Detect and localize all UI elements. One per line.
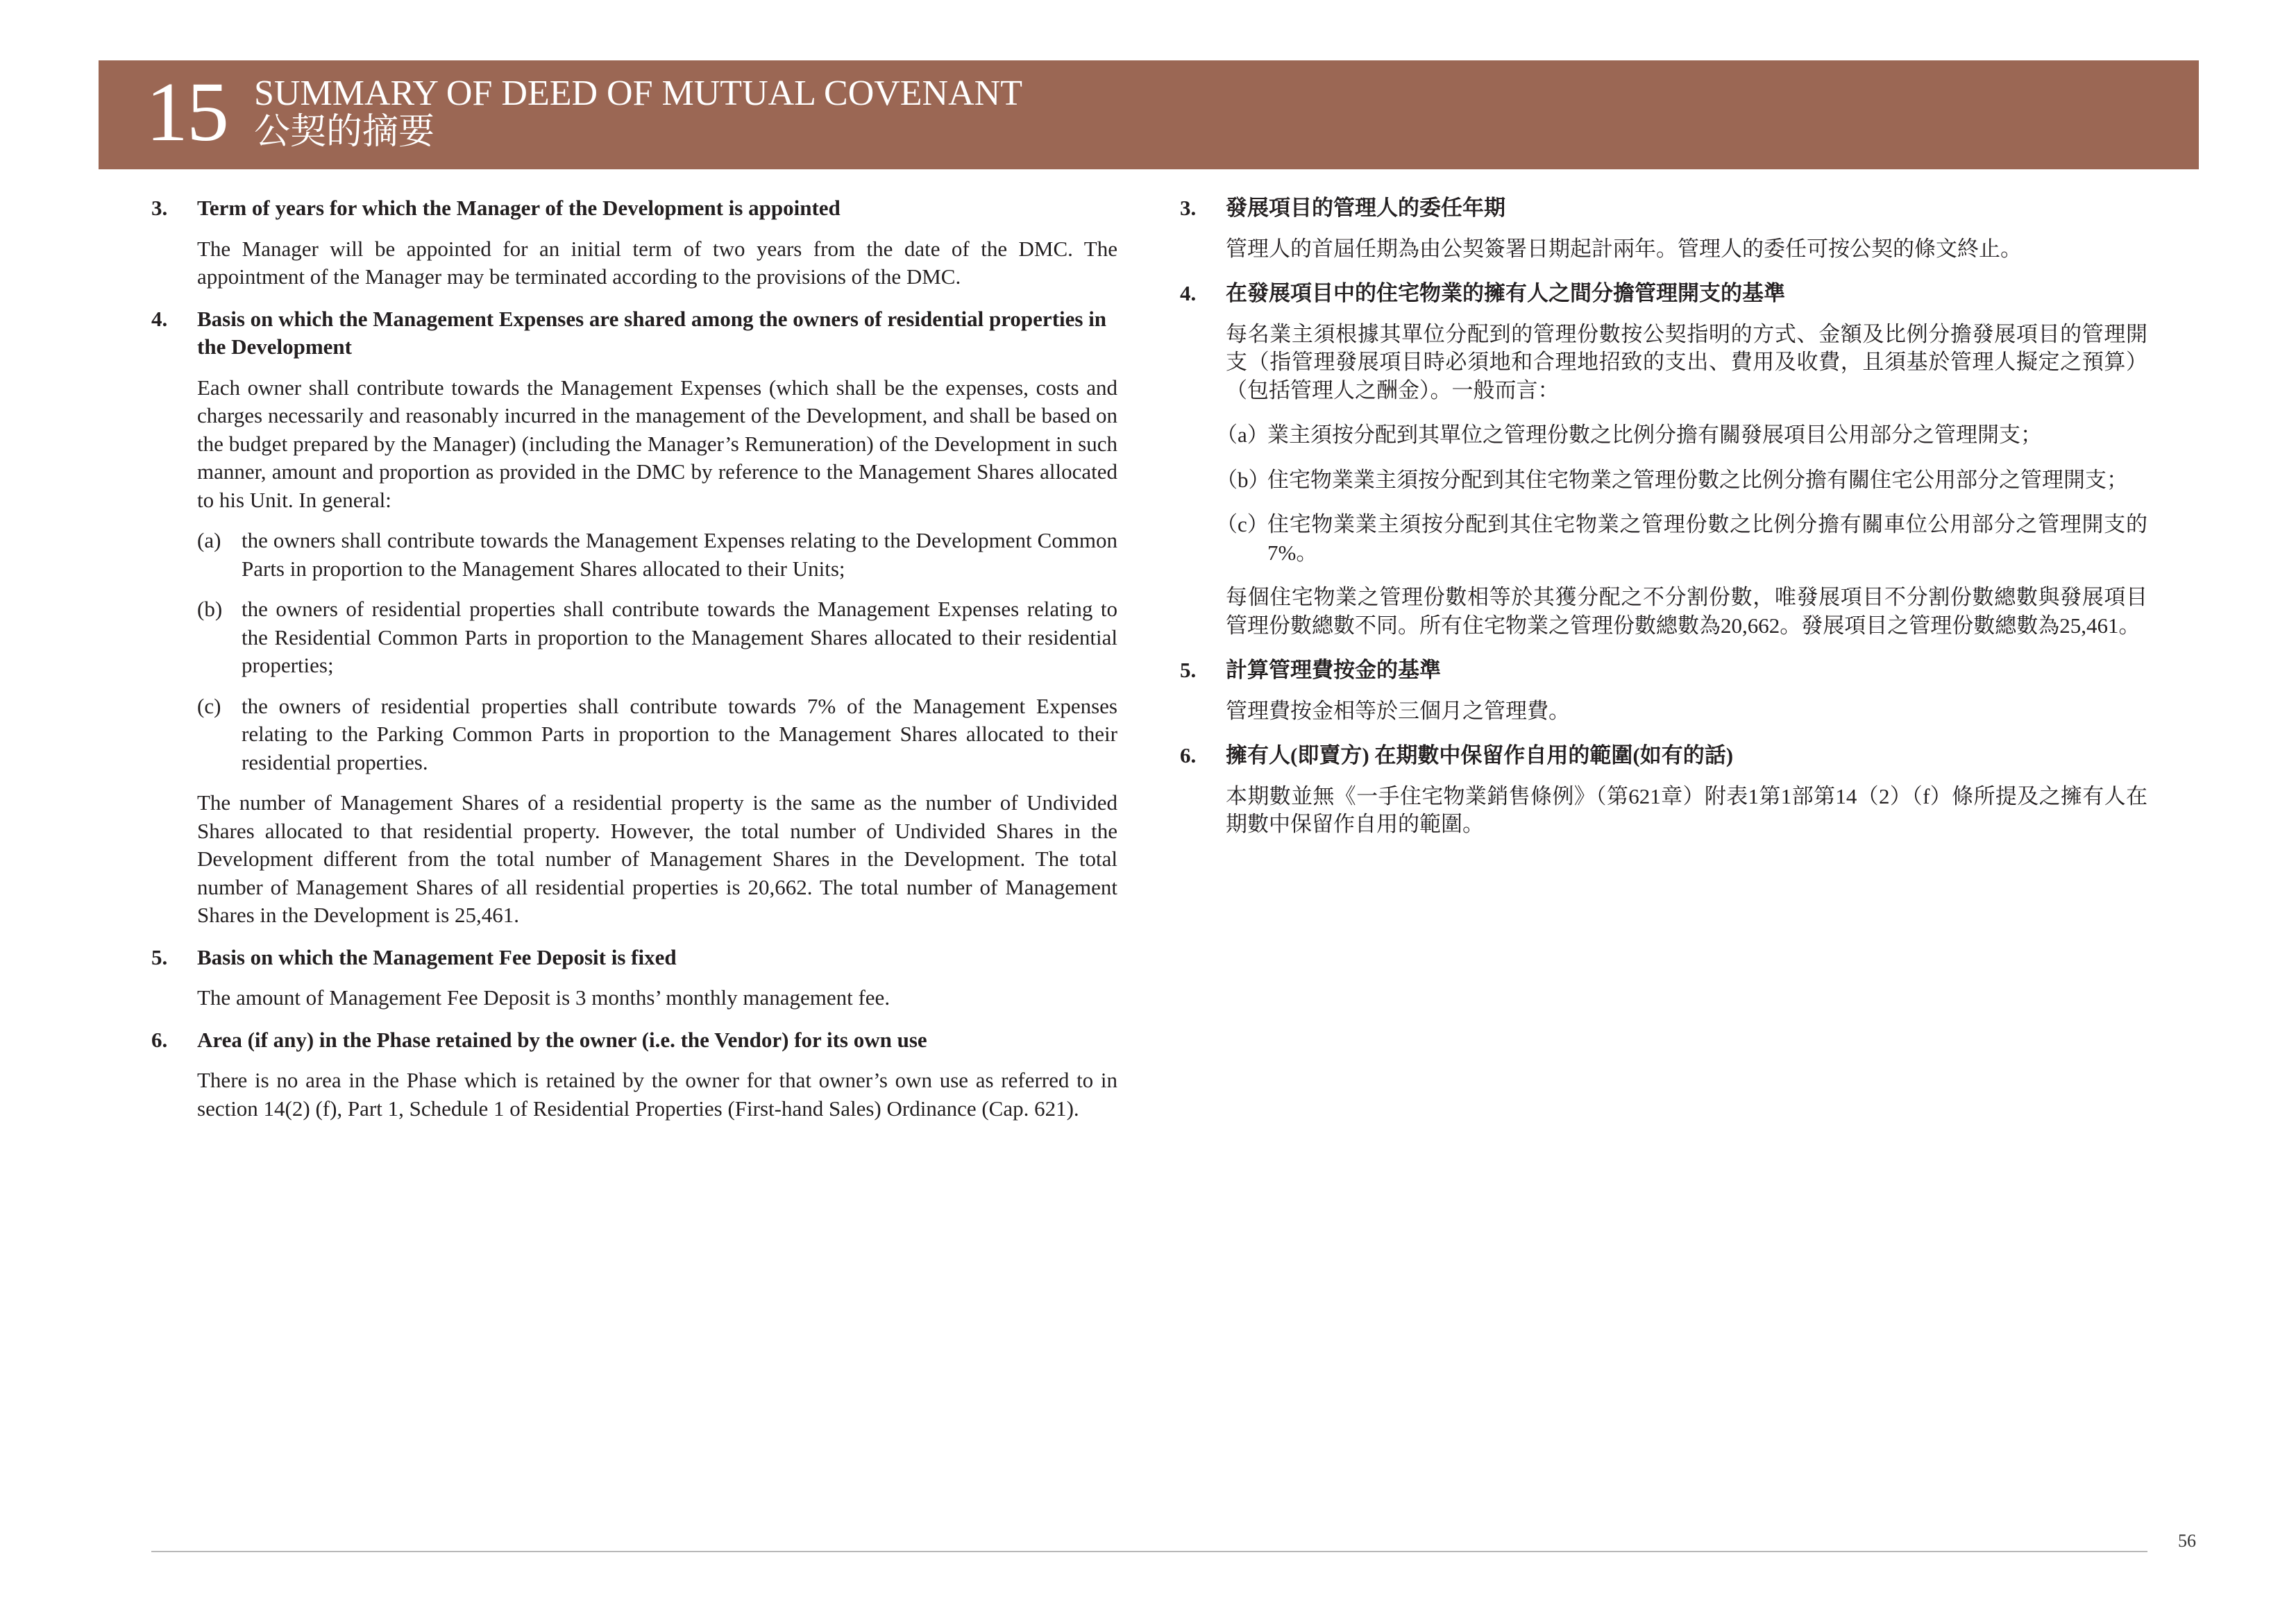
chapter-title-zh: 公契的摘要 [254,112,435,152]
section-4-heading-zh: 4. 在發展項目中的住宅物業的擁有人之間分擔管理開支的基準 [1180,281,1785,305]
english-column [151,194,1117,1123]
section-4-item-b-zh: （b） 住宅物業業主須按分配到其住宅物業之管理份數之比例分擔有關住宅公用部分之管理開支； [1216,467,2128,492]
section-4-heading-en: 4. Basis on which the Management Expenses are shared among the owners of residential properties in the Development [151,306,1107,359]
section-6-body-zh: 本期數並無《一手住宅物業銷售條例》（第621章）附表1第1部第14（2）（f）條所提及之擁有人在期數中保留作自用的範圍。 [1226,783,2147,836]
section-5-heading-en: 5. Basis on which the Management Fee Deposit is fixed [151,944,677,969]
chapter-number: 15 [146,65,228,159]
section-6-body-en: There is no area in the Phase which is retained by the owner for that owner’s own use as referred to in section 14(2) (f), Part 1, Schedule 1 of Residential Properties (First-hand Sales) Ordinance (Cap. 621). [197,1068,1117,1121]
section-4-intro-en: Each owner shall contribute towards the Management Expenses (which shall be the expenses, costs and charges necessarily and reasonably incurred in the management of the Development, and shall be based on the budget prepared by the Manager) (including the Manager’s Remuneration) of the Development in such manner, amount and proportion as provided in the DMC by reference to the Management Shares allocated to his Unit. In general: [197,375,1117,512]
chinese-column [1180,194,2147,839]
footer-divider [151,1551,2147,1552]
section-4-item-b-en: (b) the owners of residential properties shall contribute towards the Management Expenses relating to the Residential Common Parts in proportion to the Management Shares allocated to their residential properties; [197,597,1117,677]
section-3-heading-zh: 3. 發展項目的管理人的委任年期 [1180,196,1505,220]
section-4-closing-zh: 每個住宅物業之管理份數相等於其獲分配之不分割份數，唯發展項目不分割份數總數與發展項目管理份數總數不同。所有住宅物業之管理份數總數為20,662。發展項目之管理份數總數為25,461。 [1226,585,2147,638]
section-4-item-c-zh: （c） 住宅物業業主須按分配到其住宅物業之管理份數之比例分擔有關車位公用部分之管理開支的7%。 [1216,512,2147,565]
section-4-closing-en: The number of Management Shares of a residential property is the same as the number of Undivided Shares allocated to that residential property. However, the total number of Undivided Shares in the Development different from the total number of Management Shares in the Development. The total number of Management Shares of all residential properties is 20,662. The total number of Management Shares in the Development is 25,461. [197,790,1117,927]
section-5-body-zh: 管理費按金相等於三個月之管理費。 [1226,698,1570,723]
section-4-item-a-en: (a) the owners shall contribute towards the Management Expenses relating to the Development Common Parts in proportion to the Management Shares allocated to their Units; [197,528,1117,581]
section-5-body-en: The amount of Management Fee Deposit is 3 months’ monthly management fee. [197,985,890,1010]
section-4-intro-zh: 每名業主須根據其單位分配到的管理份數按公契指明的方式、金額及比例分擔發展項目的管理開支（指管理發展項目時必須地和合理地招致的支出、費用及收費，且須基於管理人擬定之預算）（包括管理人之酬金）。一般而言： [1226,321,2147,402]
section-6-heading-en: 6. Area (if any) in the Phase retained by the owner (i.e. the Vendor) for its own use [151,1027,927,1052]
page-number: 56 [2178,1531,2196,1551]
section-6-heading-zh: 6. 擁有人(即賣方) 在期數中保留作自用的範圍(如有的話) [1180,743,1734,767]
section-3-heading-en: 3. Term of years for which the Manager of the Development is appointed [151,196,841,220]
section-4-item-c-en: (c) the owners of residential properties shall contribute towards 7% of the Management Expenses relating to the Parking Common Parts in proportion to the Management Shares allocated to their residential properties. [197,693,1117,774]
section-3-body-en: The Manager will be appointed for an initial term of two years from the date of the DMC. The appointment of the Manager may be terminated according to the provisions of the DMC. [197,236,1117,289]
section-3-body-zh: 管理人的首屆任期為由公契簽署日期起計兩年。管理人的委任可按公契的條文終止。 [1226,236,2022,261]
section-5-heading-zh: 5. 計算管理費按金的基準 [1180,658,1441,682]
section-4-item-a-zh: （a） 業主須按分配到其單位之管理份數之比例分擔有關發展項目公用部分之管理開支； [1216,423,2042,447]
chapter-title-en: SUMMARY OF DEED OF MUTUAL COVENANT [254,74,1022,113]
chapter-banner [99,60,2199,169]
